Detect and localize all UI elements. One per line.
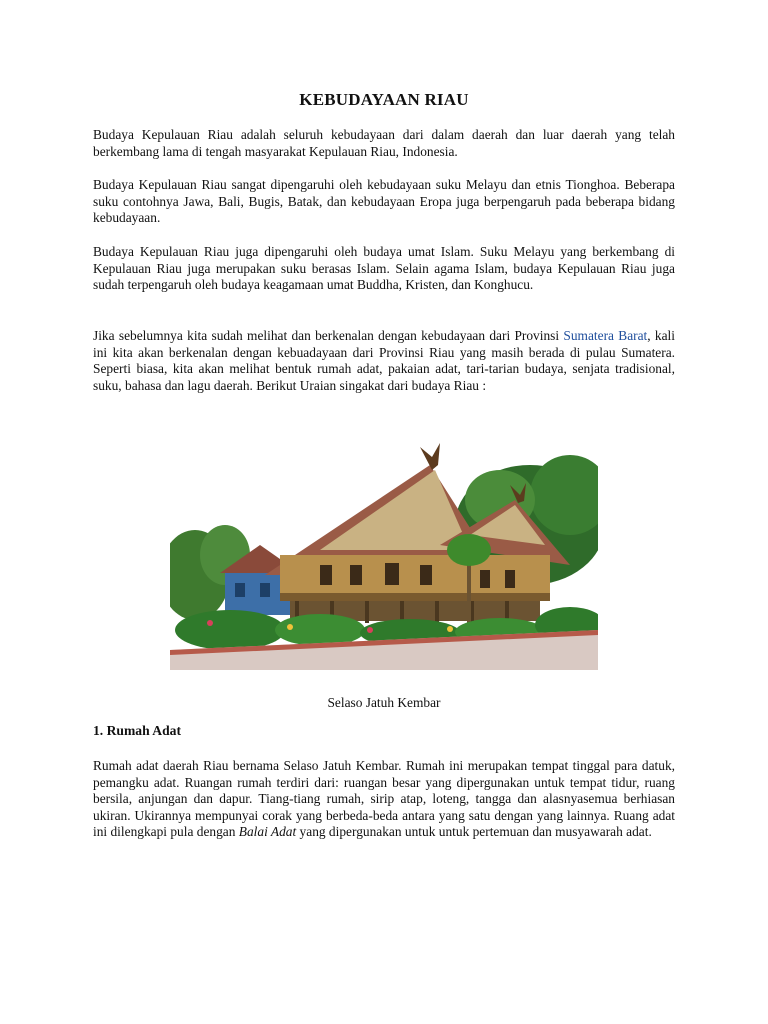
paragraph-religion: Budaya Kepulauan Riau juga dipengaruhi oleh budaya umat Islam. Suku Melayu yang berkembang di Kepulauan Riau juga merupakan suku berasas Islam. Selain agama Islam, budaya Kepulauan Riau juga sudah terpengaruh oleh budaya keagamaan umat Buddha, Kristen, dan Konghucu. (93, 244, 675, 293)
balai-adat-term: Balai Adat (238, 824, 297, 840)
rumah-adat-photo (170, 425, 598, 670)
sumatera-barat-link[interactable]: Sumatera Barat (563, 328, 648, 343)
section-heading-rumah-adat: 1. Rumah Adat (93, 723, 182, 738)
paragraph-influences: Budaya Kepulauan Riau sangat dipengaruhi oleh kebudayaan suku Melayu dan etnis Tionghoa. Beberapa suku contohnya Jawa, Bali, Bugis, Batak, dan kebudayaan Eropa juga berpengaruh pada beberapa bidang kebudayaan. (93, 177, 675, 226)
paragraph-overview-start: Jika sebelumnya kita sudah melihat dan berkenalan dengan kebudayaan dari Provinsi (93, 328, 564, 343)
rumah-adat-text-end: yang dipergunakan untuk untuk pertemuan dan musyawarah adat. (296, 824, 652, 840)
paragraph-overview-end: , kali ini kita akan berkenalan dengan kebuadayaan dari Provinsi Riau yang masih berada di pulau Sumatera. Seperti biasa, kita akan melihat bentuk rumah adat, pakaian adat, tari-tarian budaya, senjata tradisional, suku, bahasa dan lagu daerah. Berikut Uraian singakat dari budaya Riau : (93, 328, 676, 393)
rumah-adat-text: Rumah adat daerah Riau bernama Selaso Jatuh Kembar. Rumah ini merupakan tempat tinggal para datuk, pemangku adat. Ruangan rumah terdiri dari: ruangan besar yang dipergunakan untuk tempat tidur, ruang bersila, anjungan dan dapur. Tiang-tiang rumah, sirip atap, loteng, tangga dan alasnyasemua berhiasan ukiran. Ukirannya mempunyai corak yang berbeda-beda antara yang satu dengan yang lainnya. Ruang adat ini dilengkapi pula dengan (93, 758, 675, 840)
paragraph-overview (93, 328, 675, 394)
paragraph-intro: Budaya Kepulauan Riau adalah seluruh kebudayaan dari dalam daerah dan luar daerah yang telah berkembang lama di tengah masyarakat Kepulauan Riau, Indonesia. (93, 127, 675, 159)
page-title: KEBUDAYAAN RIAU (299, 90, 469, 109)
image-caption: Selaso Jatuh Kembar (327, 695, 441, 710)
paragraph-rumah-adat (93, 758, 675, 841)
